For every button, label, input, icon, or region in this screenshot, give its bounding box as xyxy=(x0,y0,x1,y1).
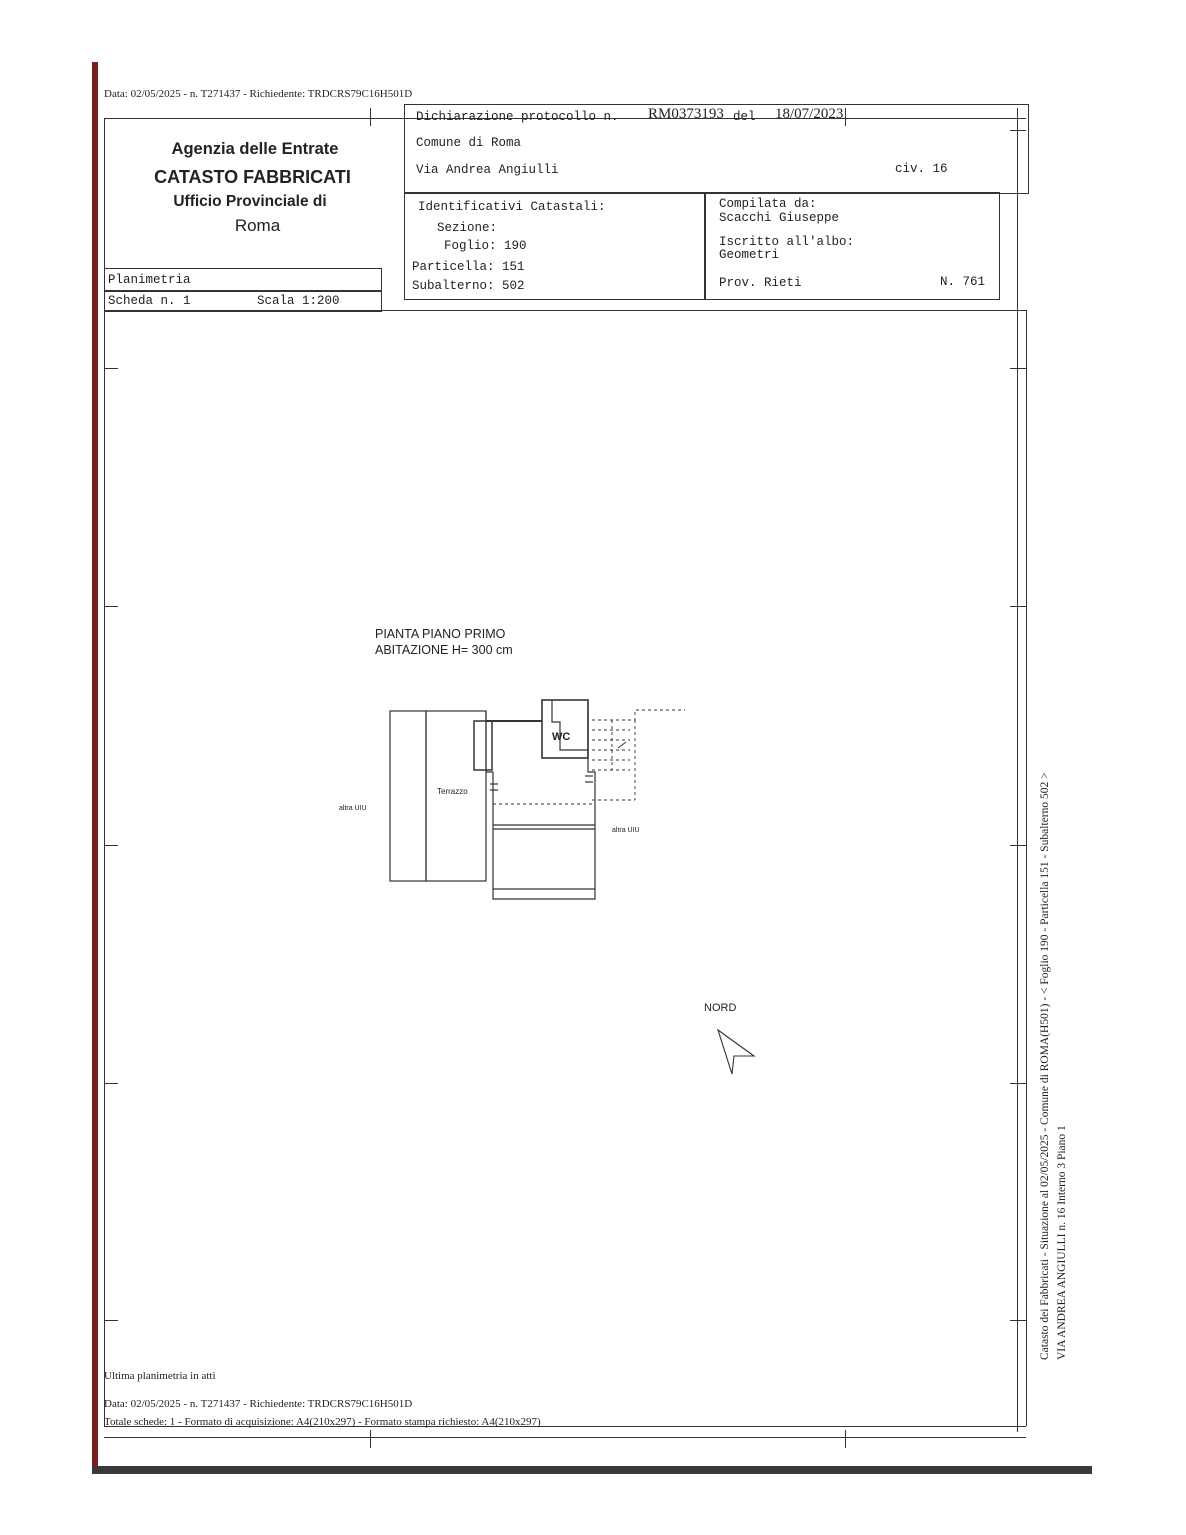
north-arrow-icon xyxy=(712,1026,762,1078)
tick xyxy=(370,108,371,126)
tick xyxy=(104,1083,118,1084)
scale: Scala 1:200 xyxy=(257,294,340,308)
footer-request-line: Data: 02/05/2025 - n. T271437 - Richiedente: TRDCRS79C16H501D xyxy=(104,1398,413,1410)
identifiers-title: Identificativi Catastali: xyxy=(418,200,606,214)
label-other-unit-right: altra UIU xyxy=(612,827,640,834)
declaration-prefix: Dichiarazione protocollo n. xyxy=(416,110,619,124)
tick xyxy=(1010,368,1026,369)
footer-last-plan: Ultima planimetria in atti xyxy=(104,1370,216,1382)
header-request-line: Data: 02/05/2025 - n. T271437 - Richiedente: TRDCRS79C16H501D xyxy=(104,88,413,100)
identifiers-particella: Particella: 151 xyxy=(412,260,525,274)
street: Via Andrea Angiulli xyxy=(416,163,559,177)
tick xyxy=(1010,845,1026,846)
frame-left xyxy=(104,118,105,1426)
tick xyxy=(104,1320,118,1321)
compiler-title: Compilata da: xyxy=(719,197,817,211)
declaration-del: del xyxy=(733,110,756,124)
tick xyxy=(104,368,118,369)
side-catasto-line: Catasto dei Fabbricati - Situazione al 02/05/2025 - Comune di ROMA(H501) - < Foglio 190 - Particella 151 - Subalterno 502 > xyxy=(1039,772,1051,1360)
comune: Comune di Roma xyxy=(416,136,522,150)
compiler-province: Prov. Rieti xyxy=(719,276,802,290)
compiler-number: N. 761 xyxy=(940,275,986,289)
frame-right xyxy=(1017,108,1018,1432)
identifiers-foglio: Foglio: 190 xyxy=(444,239,527,253)
room-wc: WC xyxy=(552,731,571,743)
office-catasto: CATASTO FABBRICATI xyxy=(154,167,351,187)
scheda-number: Scheda n. 1 xyxy=(108,294,191,308)
declaration-protocol: RM0373193 xyxy=(648,106,724,122)
label-other-unit-left: altra UIU xyxy=(339,805,367,812)
compiler-iscritto: Iscritto all'albo: xyxy=(719,235,855,249)
tick xyxy=(845,1430,846,1448)
tick xyxy=(1010,1320,1026,1321)
drawing-area-right xyxy=(1026,310,1027,1426)
office-city: Roma xyxy=(234,216,281,235)
compiler-albo: Geometri xyxy=(719,248,780,262)
floor-plan-drawing xyxy=(330,690,710,920)
tick xyxy=(1010,1083,1026,1084)
declaration-date: 18/07/2023 xyxy=(775,106,844,122)
room-terrazzo: Terrazzo xyxy=(437,787,468,796)
office-ufficio: Ufficio Provinciale di xyxy=(173,193,327,210)
scan-shadow xyxy=(92,1466,1092,1474)
binding-edge xyxy=(92,62,98,1472)
plan-subtitle: ABITAZIONE H= 300 cm xyxy=(375,643,513,657)
office-agency: Agenzia delle Entrate xyxy=(171,140,339,158)
compiler-name: Scacchi Giuseppe xyxy=(719,211,840,225)
tick xyxy=(1010,606,1026,607)
north-label: NORD xyxy=(704,1002,737,1014)
identifiers-sezione: Sezione: xyxy=(437,221,498,235)
drawing-area-top xyxy=(104,310,1026,311)
side-address-line: VIA ANDREA ANGIULLI n. 16 Interno 3 Piano 1 xyxy=(1056,1125,1068,1360)
identifiers-subalterno: Subalterno: 502 xyxy=(412,279,525,293)
footer-format-line: Totale schede: 1 - Formato di acquisizione: A4(210x297) - Formato stampa richiesto: A4(210x297) xyxy=(104,1416,541,1428)
tick xyxy=(370,1430,371,1448)
frame-bottom-outer xyxy=(104,1437,1026,1438)
planimetria-label: Planimetria xyxy=(108,273,191,287)
civic-number: civ. 16 xyxy=(895,162,948,176)
tick xyxy=(104,845,118,846)
plan-title: PIANTA PIANO PRIMO xyxy=(375,627,506,641)
tick xyxy=(104,606,118,607)
